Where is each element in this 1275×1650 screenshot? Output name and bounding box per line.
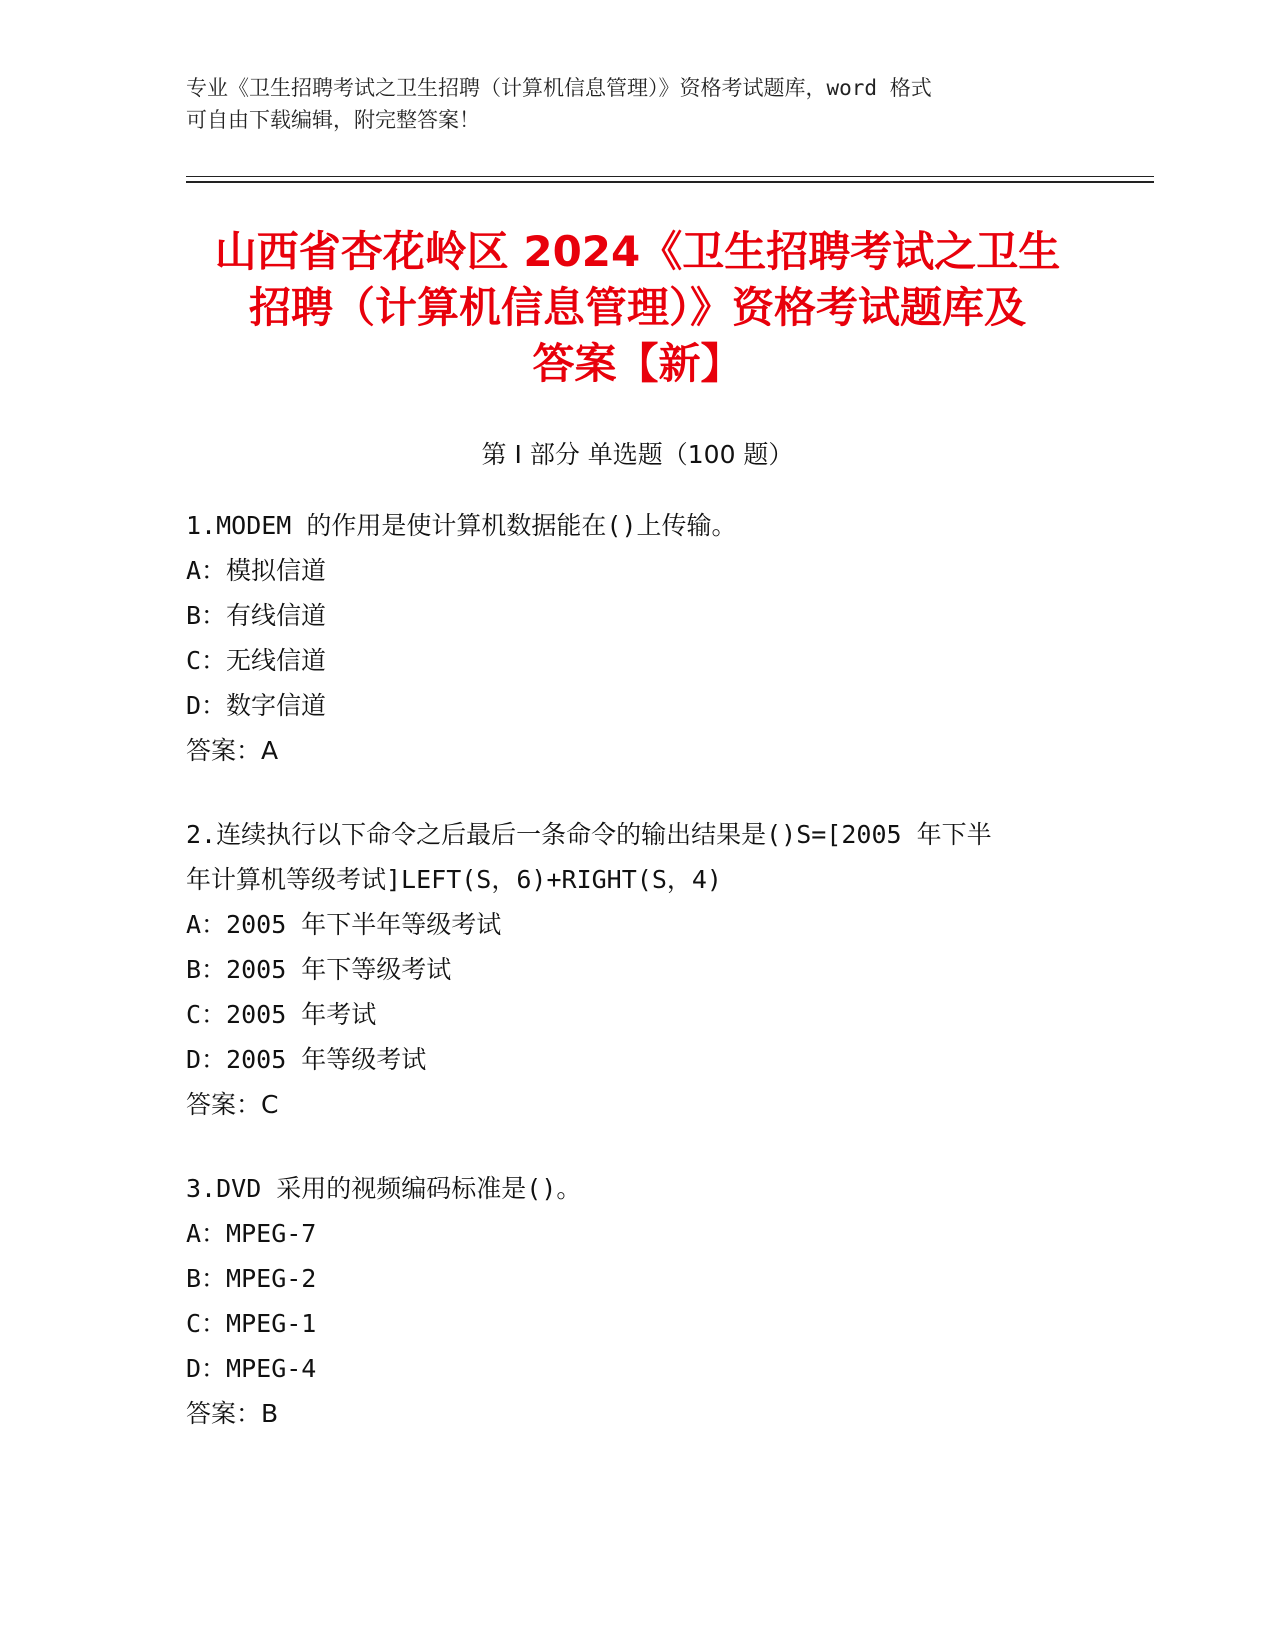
answer-value: A: [261, 736, 279, 765]
option-d: D：2005 年等级考试: [186, 1045, 427, 1074]
answer-label: 答案：: [186, 1399, 262, 1428]
answer-value: C: [261, 1090, 279, 1119]
option-d: D：MPEG-4: [186, 1354, 317, 1383]
question-stem: 年计算机等级考试]LEFT(S，6)+RIGHT(S，4): [186, 865, 722, 894]
option-c: C：MPEG-1: [186, 1309, 317, 1338]
header-note-line: 专业《卫生招聘考试之卫生招聘（计算机信息管理）》资格考试题库，word 格式: [186, 76, 932, 100]
header-note: [186, 72, 1086, 136]
question-stem: 3.DVD 采用的视频编码标准是()。: [186, 1174, 582, 1203]
document-title-line: 答案【新】: [532, 339, 743, 388]
option-a: A：模拟信道: [186, 556, 327, 585]
answer-line: [186, 728, 1086, 773]
question-1: [186, 503, 1086, 773]
question-2: [186, 812, 1086, 1127]
answer-label: 答案：: [186, 1090, 262, 1119]
answer-line: [186, 1391, 1086, 1436]
answer-label: 答案：: [186, 736, 262, 765]
option-a: A：2005 年下半年等级考试: [186, 910, 502, 939]
question-stem: 1.MODEM 的作用是使计算机数据能在()上传输。: [186, 511, 737, 540]
document-title-line: 招聘（计算机信息管理）》资格考试题库及: [248, 283, 1026, 332]
document-title: [150, 224, 1125, 392]
option-d: D：数字信道: [186, 691, 327, 720]
header-note-line: 可自由下载编辑，附完整答案！: [186, 108, 480, 132]
option-c: C：无线信道: [186, 646, 327, 675]
option-b: B：有线信道: [186, 601, 327, 630]
answer-value: B: [261, 1399, 279, 1428]
question-3: [186, 1166, 1086, 1436]
question-stem: 2.连续执行以下命令之后最后一条命令的输出结果是()S=[2005 年下半: [186, 820, 992, 849]
option-b: B：2005 年下等级考试: [186, 955, 452, 984]
answer-line: [186, 1082, 1086, 1127]
section-heading: 第 I 部分 单选题（100 题）: [481, 440, 794, 469]
option-c: C：2005 年考试: [186, 1000, 377, 1029]
option-b: B：MPEG-2: [186, 1264, 317, 1293]
header-divider: [186, 181, 1154, 183]
option-a: A：MPEG-7: [186, 1219, 317, 1248]
document-title-line: 山西省杏花岭区 2024《卫生招聘考试之卫生: [214, 227, 1061, 276]
header-divider: [186, 176, 1154, 177]
